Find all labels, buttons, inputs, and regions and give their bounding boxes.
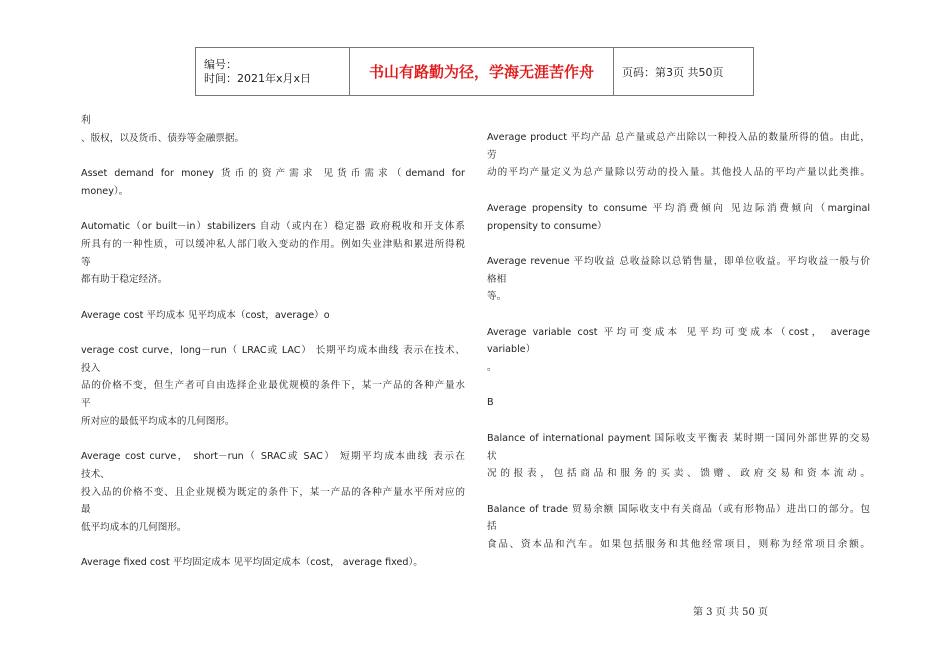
text-line: 况的报表，包括商品和服务的买卖、馈赠、政府交易和资本流动。 xyxy=(487,468,870,480)
text-line: 等 xyxy=(81,256,91,268)
text-line: 格相 xyxy=(487,273,507,285)
page-header xyxy=(195,47,754,96)
paragraph-gap xyxy=(81,289,465,307)
text-line: Automatic（or built－in）stabilizers 自动（或内在）稳定器 政府税收和开支体系 xyxy=(81,221,465,233)
paragraph-gap xyxy=(487,377,870,395)
text-line: 品的价格不变，但生产者可自由选择企业最优规模的条件下，某一产品的各种产量水 xyxy=(81,380,465,392)
text-line: 平 xyxy=(81,398,91,410)
header-page-label: 页码：第3页 共50页 xyxy=(614,48,754,96)
text-line: 所具有的一种性质，可以缓冲私人部门收入变动的作用。例如失业津贴和累进所得税 xyxy=(81,238,465,250)
text-line: 劳 xyxy=(487,149,497,161)
text-line: 。 xyxy=(487,362,497,374)
text-line: Asset demand for money 货币的资产需求 见货币需求（demand for xyxy=(81,168,465,180)
text-line: 投入品的价格不变、且企业规模为既定的条件下，某一产品的各种产量水平所对应的 xyxy=(81,486,465,498)
header-info xyxy=(196,48,350,96)
text-line: Balance of trade 贸易余额 国际收支中有关商品（或有形物品）进出口的部分。包 xyxy=(487,503,870,515)
text-line: 技术、 xyxy=(81,468,110,480)
text-line: 投入 xyxy=(81,362,101,374)
paragraph-gap xyxy=(487,235,870,253)
text-line: verage cost curve，long－run（ LRAC或 LAC） 长期平均成本曲线 表示在技术、 xyxy=(81,345,465,357)
paragraph-gap xyxy=(81,537,465,555)
text-line: Average fixed cost 平均固定成本 见平均固定成本（cost， average fixed）。 xyxy=(81,557,423,569)
text-line: Average cost 平均成本 见平均成本（cost，average）o xyxy=(81,309,330,321)
text-line: 都有助于稳定经济。 xyxy=(81,274,168,286)
text-line: Average propensity to consume 平均消费倾向 见边际消费倾向（marginal xyxy=(487,202,870,214)
paragraph-gap xyxy=(81,147,465,165)
paragraph-gap xyxy=(81,431,465,449)
text-line: 最 xyxy=(81,504,91,516)
text-line: 食品、资本品和汽车。如果包括服务和其他经常项目，则称为经常项目余额。 xyxy=(487,539,870,551)
text-line: money）。 xyxy=(81,185,129,197)
text-line: Average cost curve， short－run（ SRAC或 SAC） 短期平均成本曲线 表示在 xyxy=(81,451,465,463)
text-line: 、版权，以及货币、债券等金融票据。 xyxy=(81,132,245,144)
paragraph-gap xyxy=(487,412,870,430)
text-line: variable） xyxy=(487,344,536,356)
text-line: Average revenue 平均收益 总收益除以总销售量，即单位收益。平均收益一般与价 xyxy=(487,255,870,267)
right-column xyxy=(487,129,870,554)
text-line: 动的平均产量定义为总产量除以劳动的投入量。其他投人品的平均产量以此类推。 xyxy=(487,167,870,179)
text-line: 低平均成本的几何图形。 xyxy=(81,522,187,534)
header-motto: 书山有路勤为径，学海无涯苦作舟 xyxy=(350,48,614,96)
text-line: 利 xyxy=(81,115,91,126)
text-line: B xyxy=(487,397,494,409)
left-column xyxy=(81,112,465,572)
paragraph-gap xyxy=(487,483,870,501)
code-label: 编号： xyxy=(204,57,237,71)
text-line: Balance of international payment 国际收支平衡表 某时期一国同外部世界的交易 xyxy=(487,432,870,444)
text-line: 括 xyxy=(487,521,497,533)
text-line: Average product 平均产品 总产量或总产出除以一种投入品的数量所得的值。由此， xyxy=(487,132,870,143)
paragraph-gap xyxy=(487,182,870,200)
text-line: 状 xyxy=(487,450,497,462)
paragraph-gap xyxy=(487,306,870,324)
text-line: Average variable cost 平均可变成本 见平均可变成本（cost， average xyxy=(487,326,870,338)
page-footer: 第 3 页 共 50 页 xyxy=(693,607,768,618)
text-line: 等。 xyxy=(487,291,507,303)
paragraph-gap xyxy=(81,201,465,219)
text-line: propensity to consume） xyxy=(487,220,607,232)
paragraph-gap xyxy=(81,324,465,342)
text-line: 所对应的最低平均成本的几何图形。 xyxy=(81,415,235,427)
time-label: 时间：2021年x月x日 xyxy=(204,71,312,85)
